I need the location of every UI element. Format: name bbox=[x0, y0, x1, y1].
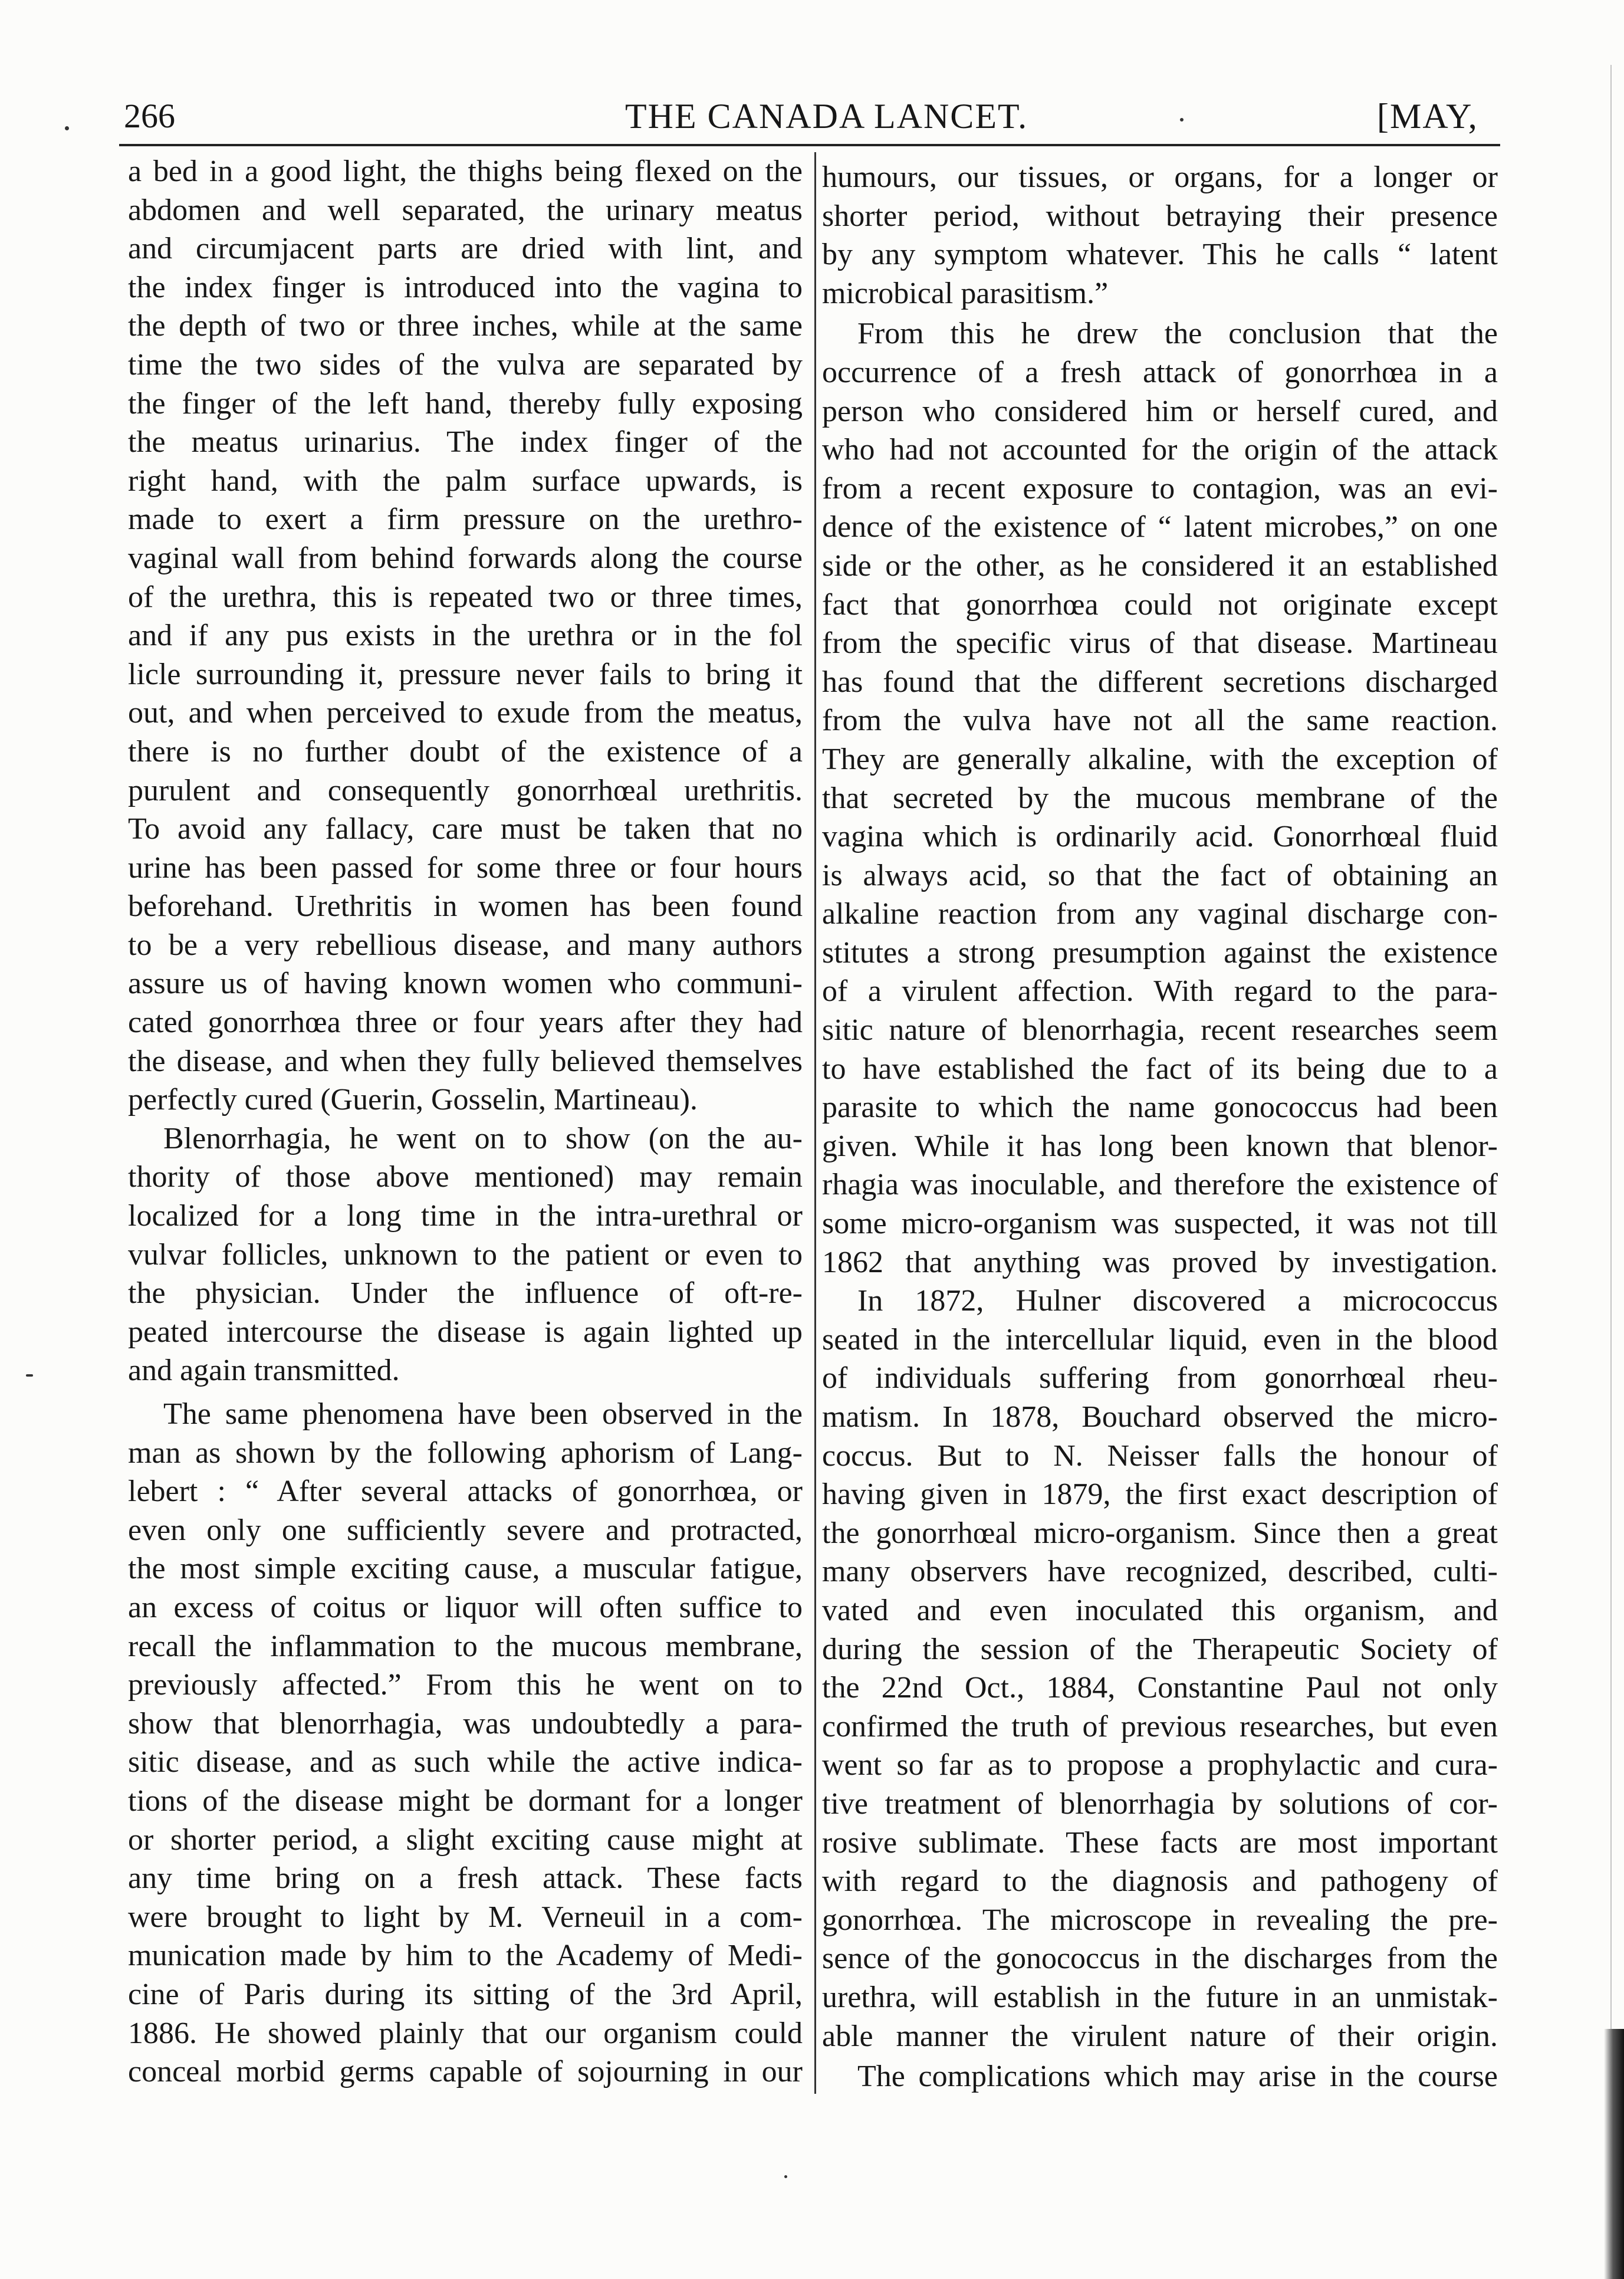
text-line: any time bring on a fresh attack. These facts bbox=[128, 1861, 803, 1896]
header-rule bbox=[119, 144, 1500, 146]
text-line: stitutes a strong presumption against the existence bbox=[822, 935, 1498, 970]
text-line: thority of those above mentioned) may remain bbox=[128, 1160, 803, 1194]
text-line: lebert : “ After several attacks of gonorrhœa, or bbox=[128, 1475, 803, 1509]
text-line: parasite to which the name gonococcus had been bbox=[822, 1091, 1498, 1125]
text-line: from the specific virus of that disease. Martineau bbox=[822, 626, 1498, 661]
text-line: In 1872, Hulner discovered a micrococcus bbox=[857, 1284, 1498, 1318]
text-line: made to exert a firm pressure on the urethro- bbox=[128, 503, 803, 537]
text-line: 1862 that anything was proved by investigation. bbox=[822, 1245, 1498, 1279]
text-line: has found that the different secretions discharged bbox=[822, 665, 1498, 699]
text-line: urine has been passed for some three or four hours bbox=[128, 850, 803, 885]
text-line: To avoid any fallacy, care must be taken that no bbox=[128, 812, 803, 846]
scan-speck bbox=[65, 126, 69, 130]
text-line: and again transmitted. bbox=[128, 1354, 400, 1388]
text-line: by any symptom whatever. This he calls “ latent bbox=[822, 238, 1498, 272]
text-line: the index finger is introduced into the vagina to bbox=[128, 270, 803, 304]
text-line: from a recent exposure to contagion, was an evi- bbox=[822, 471, 1498, 505]
scan-speck bbox=[784, 2175, 787, 2178]
text-line: out, and when perceived to exude from the meatus, bbox=[128, 696, 803, 730]
text-line: alkaline reaction from any vaginal discharge con- bbox=[822, 897, 1498, 931]
text-line: or shorter period, a slight exciting cause might at bbox=[128, 1822, 803, 1857]
text-line: Blenorrhagia, he went on to show (on the au- bbox=[163, 1121, 803, 1155]
text-line: having given in 1879, the first exact description of bbox=[822, 1477, 1498, 1512]
text-line: from the vulva have not all the same reaction. bbox=[822, 704, 1498, 738]
text-line: sitic disease, and as such while the active indica- bbox=[128, 1745, 803, 1779]
text-line: even only one sufficiently severe and protracted, bbox=[128, 1513, 803, 1547]
text-line: recall the inflammation to the mucous membrane, bbox=[128, 1629, 803, 1663]
right-column bbox=[822, 158, 1498, 2096]
text-line: vulvar follicles, unknown to the patient or even to bbox=[128, 1237, 803, 1272]
journal-title: THE CANADA LANCET. bbox=[625, 97, 1028, 136]
text-line: gonorrhœa. The microscope in revealing the pre- bbox=[822, 1903, 1498, 1937]
text-line: a bed in a good light, the thighs being flexed on the bbox=[128, 155, 803, 188]
text-line: dence of the existence of “ latent microbes,” on one bbox=[822, 510, 1498, 544]
text-line: with regard to the diagnosis and pathogeny of bbox=[822, 1864, 1498, 1899]
text-line: the finger of the left hand, thereby fully exposing bbox=[128, 386, 803, 421]
text-line: localized for a long time in the intra-urethral or bbox=[128, 1199, 803, 1233]
left-column bbox=[128, 152, 803, 2091]
text-line: to be a very rebellious disease, and many authors bbox=[128, 928, 803, 962]
text-line: humours, our tissues, or organs, for a longer or bbox=[822, 160, 1498, 194]
paragraph bbox=[128, 1119, 803, 1390]
text-line: rhagia was inoculable, and therefore the existence of bbox=[822, 1168, 1498, 1202]
paragraph bbox=[822, 314, 1498, 1282]
text-line: tive treatment of blenorrhagia by solutions of cor- bbox=[822, 1787, 1498, 1821]
text-line: cine of Paris during its sitting of the 3rd April, bbox=[128, 1977, 803, 2011]
text-line: 1886. He showed plainly that our organism could bbox=[128, 2016, 803, 2050]
text-line: some micro-organism was suspected, it was not till bbox=[822, 1207, 1498, 1241]
text-line: during the session of the Therapeutic Society of bbox=[822, 1632, 1498, 1666]
text-line: given. While it has long been known that blenor- bbox=[822, 1129, 1498, 1163]
scan-speck bbox=[1180, 118, 1184, 121]
text-line: urethra, will establish in the future in an unmistak- bbox=[822, 1980, 1498, 2014]
text-line: were brought to light by M. Verneuil in a com- bbox=[128, 1900, 803, 1934]
scan-speck bbox=[26, 1374, 33, 1377]
text-line: seated in the intercellular liquid, even in the blood bbox=[822, 1322, 1498, 1357]
text-line: beforehand. Urethritis in women has been found bbox=[128, 889, 803, 924]
text-line: The complications which may arise in the course bbox=[857, 2060, 1498, 2094]
text-line: munication made by him to the Academy of Medi- bbox=[128, 1939, 803, 1973]
text-line: vagina which is ordinarily acid. Gonorrhœal fluid bbox=[822, 820, 1498, 854]
text-line: there is no further doubt of the existence of a bbox=[128, 734, 803, 769]
text-line: sitic nature of blenorrhagia, recent researches seem bbox=[822, 1013, 1498, 1047]
text-line: microbical parasitism.” bbox=[822, 276, 1109, 310]
text-line: vated and even inoculated this organism, and bbox=[822, 1593, 1498, 1627]
text-line: previously affected.” From this he went on to bbox=[128, 1668, 803, 1702]
text-line: of a virulent affection. With regard to the para- bbox=[822, 974, 1498, 1009]
paragraph bbox=[822, 2057, 1498, 2096]
text-line: the most simple exciting cause, a muscular fatigue, bbox=[128, 1552, 803, 1586]
paragraph bbox=[822, 1282, 1498, 2055]
text-line: assure us of having known women who communi- bbox=[128, 967, 803, 1001]
issue-month: [MAY, bbox=[1377, 97, 1478, 136]
text-line: the 22nd Oct., 1884, Constantine Paul not only bbox=[822, 1671, 1498, 1705]
text-line: the physician. Under the influence of oft-re- bbox=[128, 1276, 803, 1311]
text-line: tions of the disease might be dormant for a longer bbox=[128, 1784, 803, 1818]
text-line: coccus. But to N. Neisser falls the honour of bbox=[822, 1439, 1498, 1473]
paragraph bbox=[128, 152, 803, 1119]
text-line: an excess of coitus or liquor will often suffice to bbox=[128, 1590, 803, 1624]
text-line: show that blenorrhagia, was undoubtedly a para- bbox=[128, 1706, 803, 1741]
text-line: time the two sides of the vulva are separated by bbox=[128, 347, 803, 382]
text-line: right hand, with the palm surface upwards, is bbox=[128, 464, 803, 498]
text-line: and if any pus exists in the urethra or in the fol bbox=[128, 619, 803, 653]
text-line: the disease, and when they fully believed themselves bbox=[128, 1044, 803, 1078]
text-line: able manner the virulent nature of their origin. bbox=[822, 2019, 1498, 2053]
text-line: conceal morbid germs capable of sojourning in our bbox=[128, 2055, 803, 2089]
paragraph bbox=[822, 158, 1498, 313]
text-line: matism. In 1878, Bouchard observed the micro- bbox=[822, 1400, 1498, 1434]
text-line: fact that gonorrhœa could not originate except bbox=[822, 587, 1498, 622]
text-line: many observers have recognized, described, culti- bbox=[822, 1555, 1498, 1589]
text-line: to have established the fact of its being due to a bbox=[822, 1052, 1498, 1086]
scan-edge-line bbox=[1610, 65, 1612, 2029]
text-line: abdomen and well separated, the urinary meatus bbox=[128, 193, 803, 227]
text-line: the meatus urinarius. The index finger of the bbox=[128, 425, 803, 459]
text-line: From this he drew the conclusion that the bbox=[857, 317, 1498, 351]
page-number: 266 bbox=[124, 97, 175, 135]
text-line: the depth of two or three inches, while at the same bbox=[128, 309, 803, 343]
text-line: peated intercourse the disease is again lighted up bbox=[128, 1315, 803, 1349]
text-line: and circumjacent parts are dried with lint, and bbox=[128, 232, 803, 266]
text-line: rosive sublimate. These facts are most important bbox=[822, 1825, 1498, 1860]
text-line: that secreted by the mucous membrane of the bbox=[822, 781, 1498, 815]
scan-edge-shadow bbox=[1604, 2029, 1624, 2279]
column-divider bbox=[814, 152, 816, 2094]
text-line: side or the other, as he considered it an established bbox=[822, 549, 1498, 583]
text-line: who had not accounted for the origin of the attack bbox=[822, 433, 1498, 467]
text-line: shorter period, without betraying their presence bbox=[822, 199, 1498, 233]
text-line: man as shown by the following aphorism of Lang- bbox=[128, 1436, 803, 1470]
text-line: of individuals suffering from gonorrhœal rheu- bbox=[822, 1361, 1498, 1395]
text-line: of the urethra, this is repeated two or three times, bbox=[128, 580, 803, 614]
text-line: licle surrounding it, pressure never fails to bring it bbox=[128, 657, 803, 691]
text-line: sence of the gonococcus in the discharges from the bbox=[822, 1942, 1498, 1976]
text-line: cated gonorrhœa three or four years after they had bbox=[128, 1006, 803, 1040]
text-line: occurrence of a fresh attack of gonorrhœa in a bbox=[822, 355, 1498, 389]
text-line: vaginal wall from behind forwards along the course bbox=[128, 541, 803, 575]
text-line: went so far as to propose a prophylactic and cura- bbox=[822, 1748, 1498, 1782]
text-line: purulent and consequently gonorrhœal urethritis. bbox=[128, 773, 803, 807]
text-line: person who considered him or herself cured, and bbox=[822, 394, 1498, 428]
text-line: confirmed the truth of previous researches, but even bbox=[822, 1709, 1498, 1743]
text-line: The same phenomena have been observed in the bbox=[163, 1397, 803, 1431]
text-line: the gonorrhœal micro-organism. Since then a great bbox=[822, 1516, 1498, 1550]
paragraph bbox=[128, 1395, 803, 2091]
text-line: They are generally alkaline, with the exception of bbox=[822, 742, 1498, 776]
text-line: perfectly cured (Guerin, Gosselin, Martineau). bbox=[128, 1083, 698, 1117]
text-line: is always acid, so that the fact of obtaining an bbox=[822, 858, 1498, 892]
